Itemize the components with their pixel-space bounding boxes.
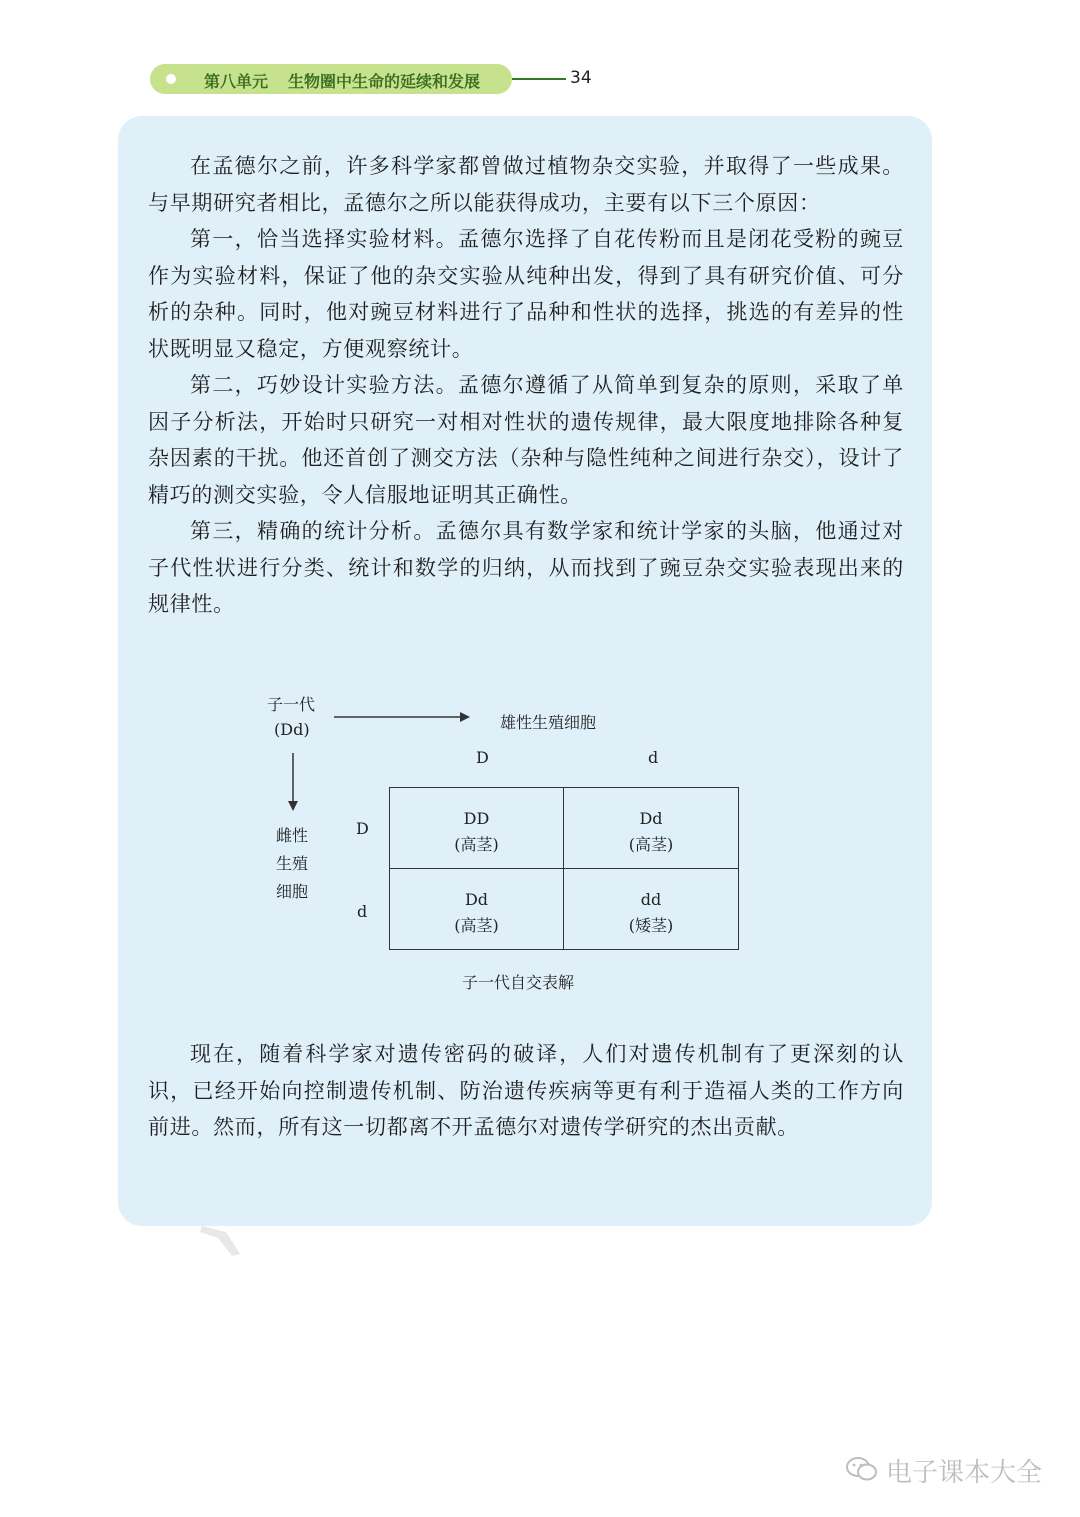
paragraph: 第三，精确的统计分析。孟德尔具有数学家和统计学家的头脑，他通过对子代性状进行分类、统计和数学的归纳，从而找到了豌豆杂交实验表现出来的规律性。: [148, 519, 904, 616]
grid-cell: [564, 869, 738, 950]
grid-cell: [390, 788, 564, 869]
punnett-diagram: [118, 116, 932, 1016]
label-line: 生殖: [276, 854, 309, 873]
diagram-caption: 子一代自交表解: [462, 973, 575, 992]
header-dot-icon: [166, 74, 176, 84]
cell-phenotype: (高茎): [454, 835, 499, 854]
unit-title: 生物圈中生命的延续和发展: [288, 72, 481, 91]
decorative-shape-icon: [196, 1224, 256, 1258]
cell-phenotype: (高茎): [628, 835, 674, 854]
row-header: d: [357, 902, 368, 921]
content-panel: [118, 116, 932, 1226]
female-gametes-label: [276, 822, 308, 906]
paragraph: 在孟德尔之前，许多科学家都曾做过植物杂交实验，并取得了一些成果。与早期研究者相比，孟德尔之所以能获得成功，主要有以下三个原因：: [148, 154, 904, 215]
paragraph: 现在，随着科学家对遗传密码的破译，人们对遗传机制有了更深刻的认识，已经开始向控制遗传机制、防治遗传疾病等更有利于造福人类的工作方向前进。然而，所有这一切都离不开孟德尔对遗传学研究的杰出贡献。: [148, 1042, 904, 1139]
cell-genotype: dd: [640, 889, 662, 909]
right-arrow-icon: [332, 710, 472, 724]
col-header: D: [476, 748, 489, 767]
f1-genotype: (Dd): [274, 720, 310, 739]
cell-phenotype: (高茎): [454, 915, 499, 935]
page-number: 34: [570, 68, 592, 88]
paragraph: 第一，恰当选择实验材料。孟德尔选择了自花传粉而且是闭花受粉的豌豆作为实验材料，保证了他的杂交实验从纯种出发，得到了具有研究价值、可分析的杂种。同时，他对豌豆材料进行了品种和性状的选择，挑选的有差异的性状既明显又稳定，方便观察统计。: [148, 227, 904, 361]
unit-label: 第八单元: [204, 72, 269, 91]
down-arrow-icon: [286, 753, 300, 813]
wechat-icon: [846, 1456, 878, 1482]
col-header: d: [648, 748, 659, 767]
row-header: D: [356, 819, 369, 838]
cell-phenotype: (矮茎): [628, 915, 674, 935]
paragraph: 第二，巧妙设计实验方法。孟德尔遵循了从简单到复杂的原则，采取了单因子分析法，开始时只研究一对相对性状的遗传规律，最大限度地排除各种复杂因素的干扰。他还首创了测交方法（杂种与隐性纯种之间进行杂交），设计了精巧的测交实验，令人信服地证明其正确性。: [148, 373, 904, 507]
label-line: 细胞: [276, 882, 309, 901]
label-line: 雌性: [276, 826, 309, 845]
closing-text: [148, 1036, 904, 1146]
f1-label: 子一代: [267, 695, 316, 714]
punnett-grid: [389, 787, 739, 950]
grid-cell: [564, 788, 738, 869]
cell-genotype: Dd: [464, 889, 489, 909]
watermark-text: 电子课本大全: [886, 1458, 1043, 1488]
male-gametes-label: 雄性生殖细胞: [500, 713, 597, 732]
page-header: [150, 64, 610, 94]
header-pill: [150, 64, 512, 94]
cell-genotype: Dd: [639, 809, 663, 828]
header-rule: [512, 78, 566, 80]
cell-genotype: DD: [463, 809, 490, 828]
grid-cell: [390, 869, 564, 950]
